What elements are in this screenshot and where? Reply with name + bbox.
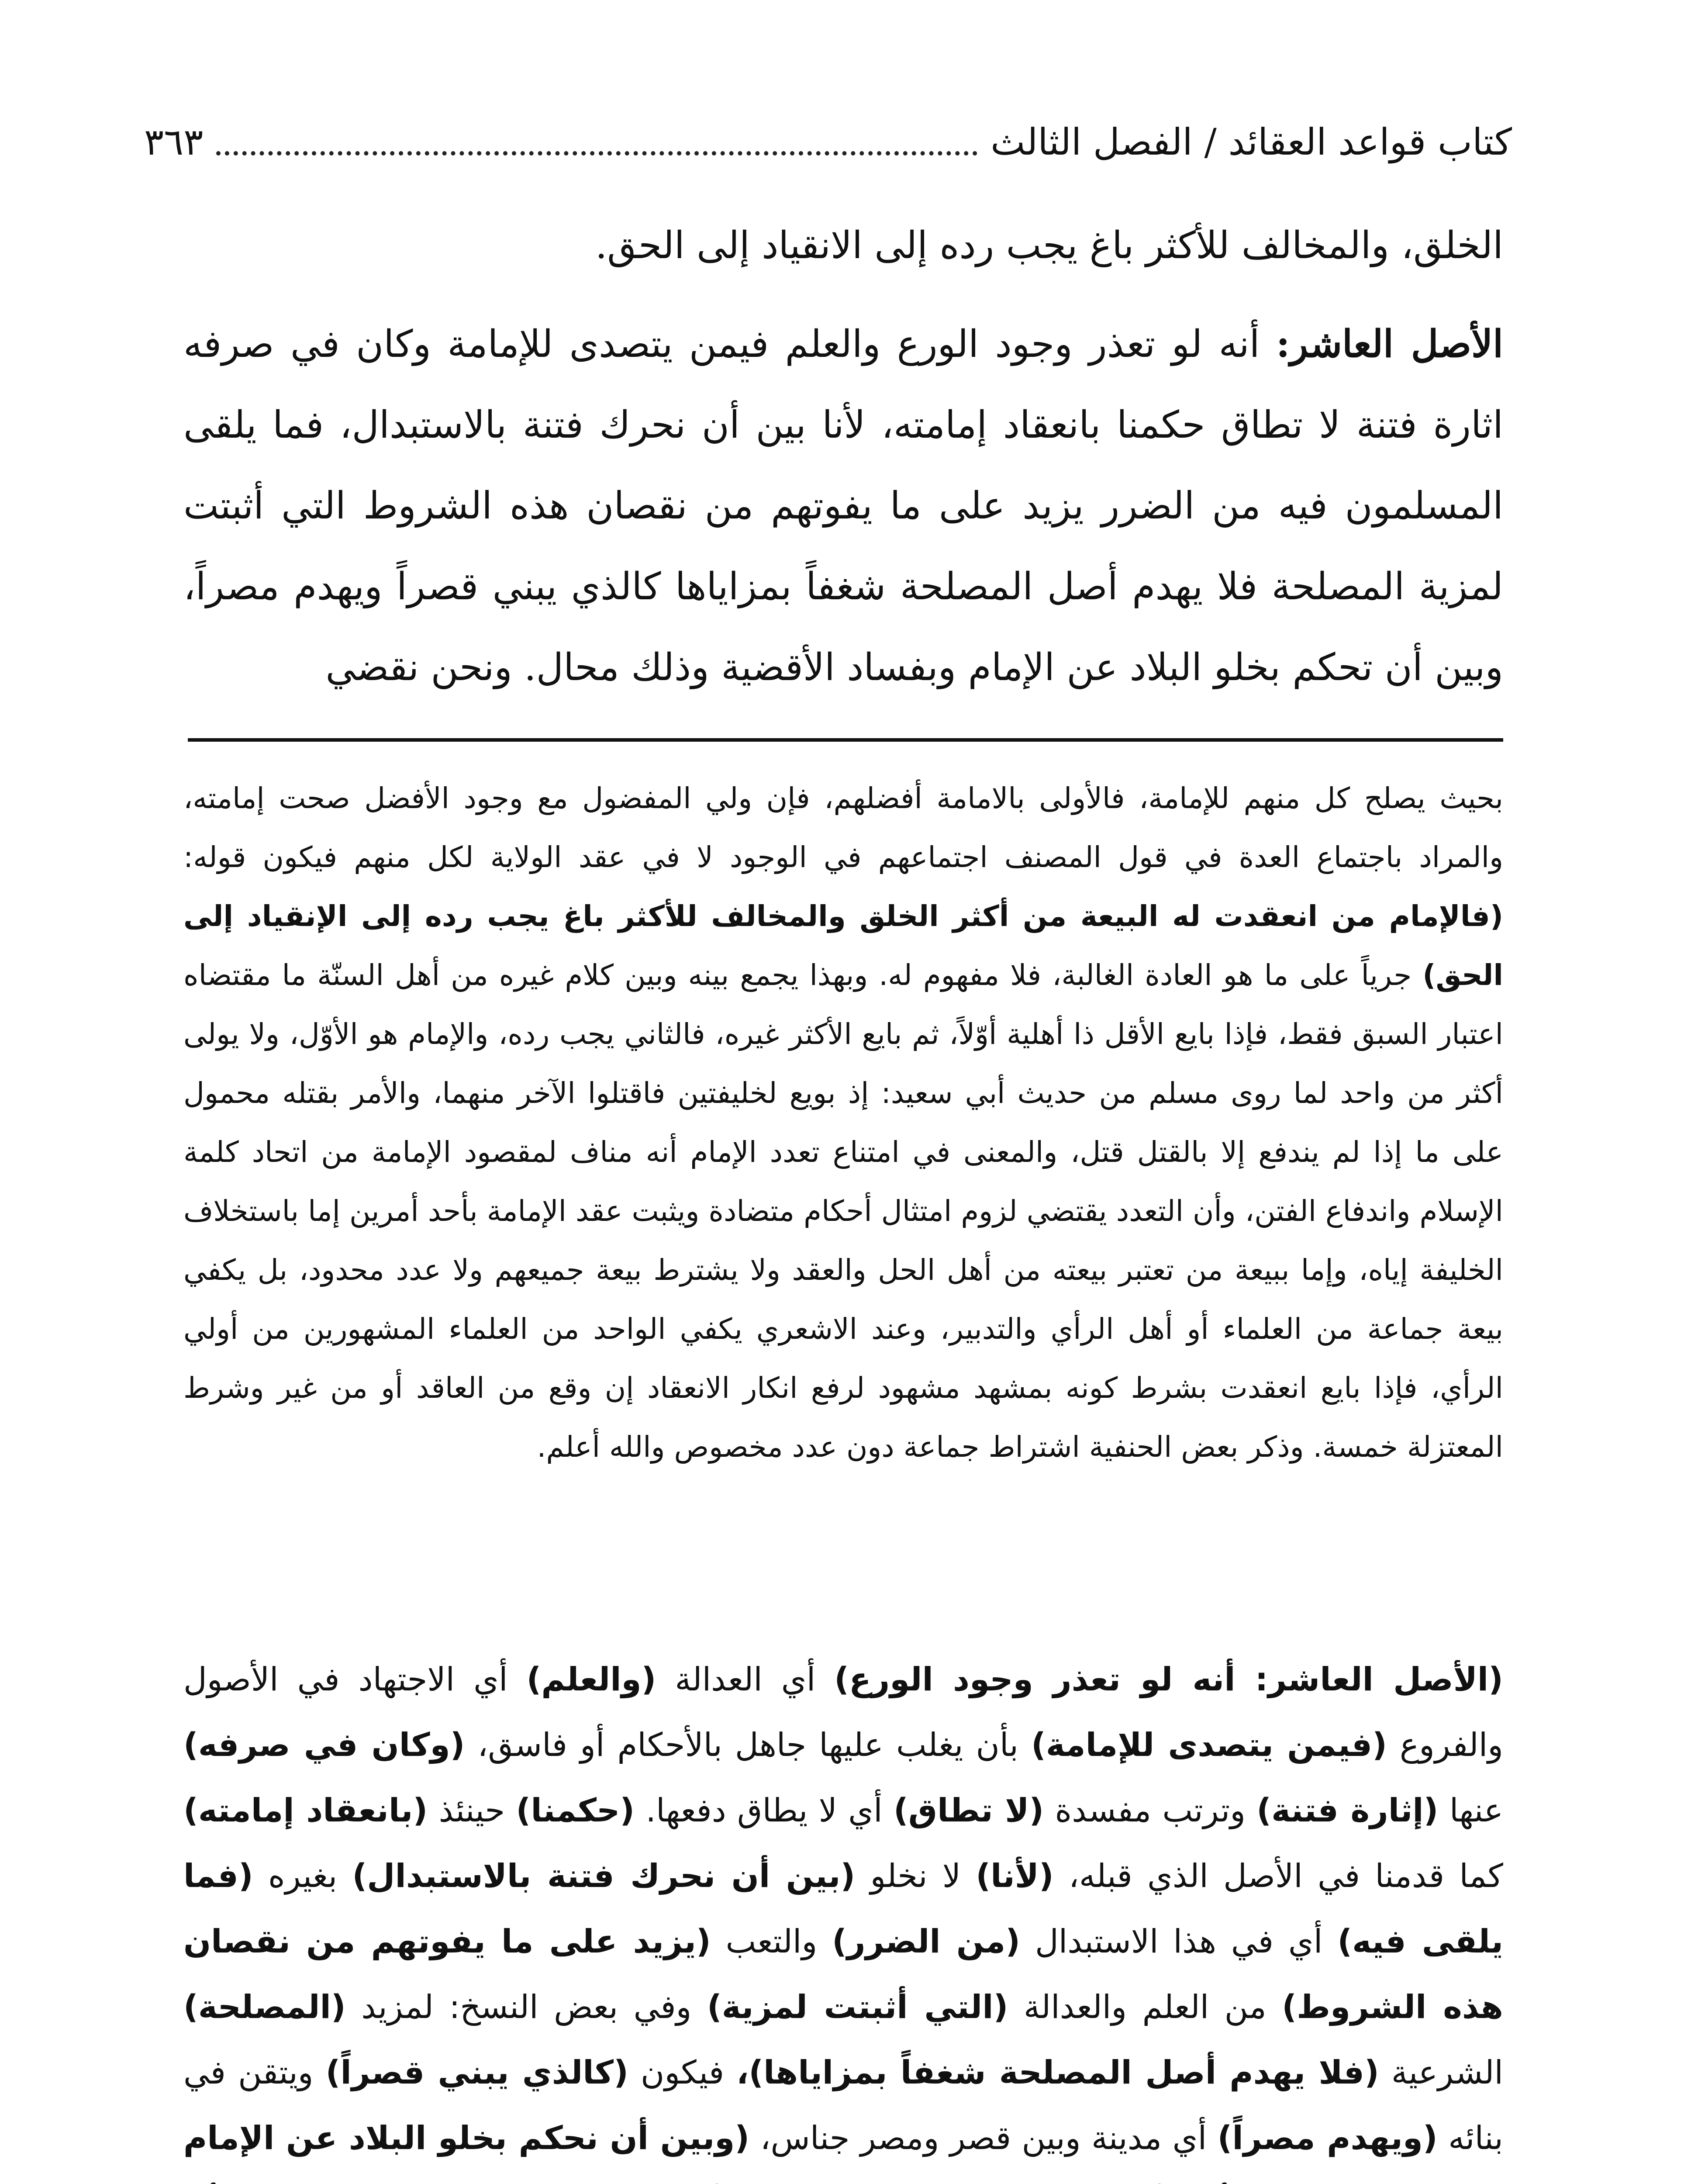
sharh-8: كما قدمنا في الأصل الذي قبله، bbox=[1068, 1857, 1503, 1895]
matn-6: (لا تطاق) bbox=[894, 1792, 1044, 1829]
matn-1: (الأصل العاشر: أنه لو تعذر وجود الورع) bbox=[834, 1661, 1503, 1698]
header-title: كتاب قواعد العقائد / الفصل الثالث bbox=[990, 121, 1512, 163]
sharh-9: لا نخلو bbox=[870, 1857, 961, 1895]
sharh-16: فيكون bbox=[640, 2054, 725, 2091]
matn-8: (بانعقاد إمامته) bbox=[183, 1792, 428, 1829]
matn-9: (لأنا) bbox=[976, 1857, 1054, 1895]
footnote-paragraph bbox=[183, 769, 1503, 1476]
sharh-6: أي لا يطاق دفعها. bbox=[645, 1792, 883, 1829]
sharh-1: أي العدالة bbox=[675, 1661, 816, 1698]
main-paragraph-1: الخلق، والمخالف للأكثر باغ يجب رده إلى الانقياد إلى الحق. bbox=[595, 224, 1503, 267]
sharh-14: وفي بعض النسخ: لمزيد bbox=[361, 1988, 692, 2026]
sharh-3: بأن يغلب عليها جاهل بالأحكام أو فاسق، bbox=[477, 1726, 1018, 1764]
sharh-13: من العلم والعدالة bbox=[1023, 1988, 1267, 2026]
matn-4: (وكان في صرفه) bbox=[183, 1726, 465, 1764]
footnote-separator bbox=[188, 738, 1503, 742]
matn-11: (فما يلقى فيه) bbox=[183, 1857, 1503, 1960]
sharh-18: أي مدينة وبين قصر ومصر جناس، bbox=[760, 2119, 1207, 2157]
matn-13: (يزيد على ما يفوتهم من نقصان هذه الشروط) bbox=[183, 1923, 1503, 2026]
matn-2: (والعلم) bbox=[526, 1661, 656, 1698]
commentary-block bbox=[183, 1647, 1503, 2184]
sharh-11: أي في هذا الاستبدال bbox=[1035, 1923, 1323, 1960]
section-text: أنه لو تعذر وجود الورع والعلم فيمن يتصدى للإمامة وكان في صرفه اثارة فتنة لا تطاق حكمنا بانعقاد إمامته، لأنا بين أن نحرك فتنة بالاستبدال، فما يلقى المسلمون فيه من الضرر يزيد على ما يفوتهم من نقصان هذه الشروط التي أثبتت لمزية المصلحة فلا يهدم أصل المصلحة شغفاً بمزاياها كالذي يبني قصراً ويهدم مصراً، وبين أن تحكم بخلو البلاد عن الإمام وبفساد الأقضية وذلك محال. ونحن نقضي bbox=[183, 322, 1503, 689]
page-number: ٣٦٣ bbox=[144, 121, 204, 163]
header-dot-leader bbox=[216, 151, 977, 156]
matn-12: (من الضرر) bbox=[832, 1923, 1021, 1960]
commentary-paragraph bbox=[183, 1647, 1503, 2184]
matn-16: (فلا يهدم أصل المصلحة شغفاً بمزاياها)، bbox=[736, 2054, 1379, 2091]
matn-5: (إثارة فتنة) bbox=[1256, 1792, 1439, 1829]
section-label: الأصل العاشر: bbox=[1276, 322, 1503, 366]
sharh-15: الشرعية bbox=[1391, 2054, 1503, 2091]
sharh-7: حينئذ bbox=[438, 1792, 505, 1829]
sharh-5: وترتب مفسدة bbox=[1055, 1792, 1246, 1829]
matn-3: (فيمن يتصدى للإمامة) bbox=[1031, 1726, 1387, 1764]
matn-14: (التي أثبتت لمزية) bbox=[707, 1988, 1008, 2026]
main-paragraph-2 bbox=[183, 304, 1503, 708]
matn-10: (بين أن نحرك فتنة بالاستبدال) bbox=[352, 1857, 856, 1895]
matn-17: (كالذي يبني قصراً) bbox=[325, 2054, 628, 2091]
matn-19: (وبين أن نحكم بخلو البلاد عن الإمام bbox=[183, 2119, 750, 2157]
matn-7: (حكمنا) bbox=[516, 1792, 635, 1829]
main-text bbox=[183, 205, 1503, 726]
sharh-17: ويتقن في بنائه bbox=[183, 2054, 1503, 2157]
sharh-2: أي الاجتهاد في الأصول والفروع bbox=[183, 1661, 1504, 1764]
running-header bbox=[144, 109, 1512, 175]
sharh-12: والتعب bbox=[725, 1923, 818, 1960]
matn-15: (المصلحة) bbox=[183, 1988, 346, 2026]
sharh-10: بغيره bbox=[268, 1857, 338, 1895]
footnote-text-1: بحيث يصلح كل منهم للإمامة، فالأولى بالامامة أفضلهم، فإن ولي المفضول مع وجود الأفضل صحت إمامته، والمراد باجتماع العدة في قول المصنف اجتماعهم في الوجود لا في عقد الولاية لكل منهم فيكون قوله: bbox=[183, 781, 1503, 874]
footnote-block bbox=[183, 769, 1503, 1476]
matn-18: (ويهدم مصراً) bbox=[1217, 2119, 1438, 2157]
sharh-4: عنها bbox=[1449, 1792, 1503, 1829]
footnote-quote: (فالإمام من انعقدت له البيعة من أكثر الخلق والمخالف للأكثر باغ يجب رده إلى الإنقياد إلى الحق) bbox=[183, 899, 1504, 992]
footnote-text-2: جرياً على ما هو العادة الغالبة، فلا مفهوم له. وبهذا يجمع بينه وبين كلام غيره من أهل السنّة ما مقتضاه اعتبار السبق فقط، فإذا بايع الأقل ذا أهلية أوّلاً، ثم بايع الأكثر غيره، فالثاني يجب رده، والإمام هو الأوّل، ولا يولى أكثر من واحد لما روى مسلم من حديث أبي سعيد: إذ بويع لخليفتين فاقتلوا الآخر منهما، والأمر بقتله محمول على ما إذا لم يندفع إلا بالقتل قتل، والمعنى في امتناع تعدد الإمام أنه مناف لمقصود الإمامة من اتحاد كلمة الإسلام واندفاع الفتن، وأن التعدد يقتضي لزوم امتثال أحكام متضادة ويثبت عقد الإمامة بأحد أمرين إما باستخلاف الخليفة إياه، وإما ببيعة من تعتبر بيعته من أهل الحل والعقد ولا يشترط بيعة جميعهم ولا عدد محدود، بل يكفي بيعة جماعة من العلماء أو أهل الرأي والتدبير، وعند الاشعري يكفي الواحد من العلماء المشهورين من أولي الرأي، فإذا بايع انعقدت بشرط كونه بمشهد مشهود لرفع انكار الانعقاد إن وقع من العاقد أو من غير وشرط المعتزلة خمسة. وذكر بعض الحنفية اشتراط جماعة دون عدد مخصوص والله أعلم. bbox=[183, 958, 1503, 1464]
